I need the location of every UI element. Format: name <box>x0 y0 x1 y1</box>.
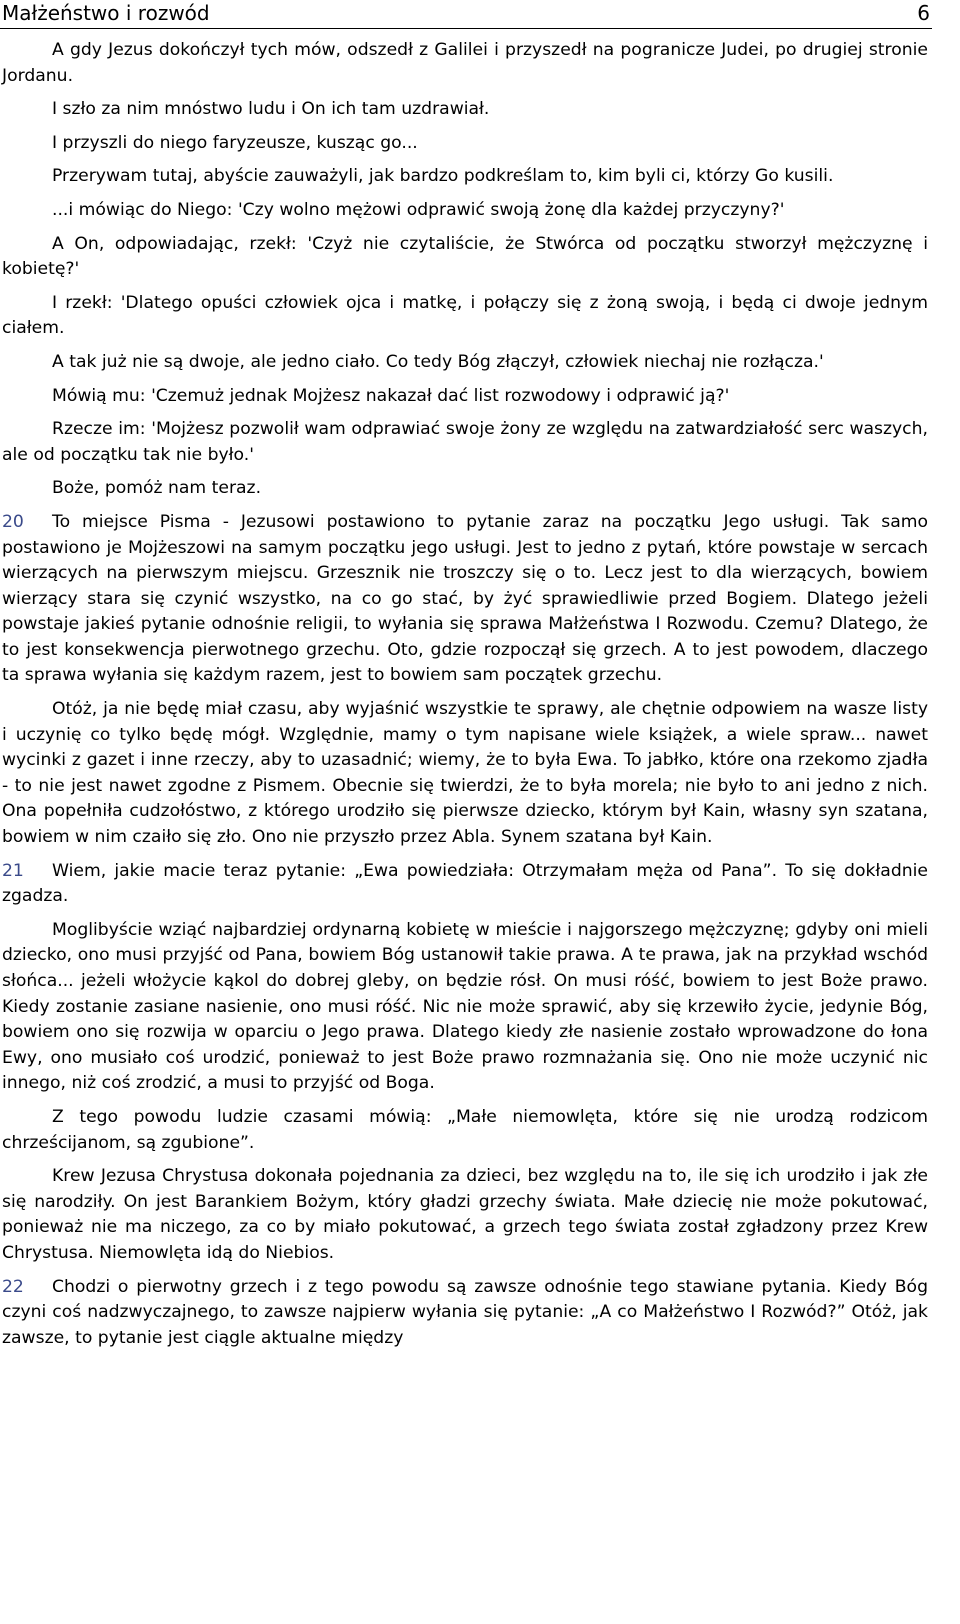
paragraph-text: Otóż, ja nie będę miał czasu, aby wyjaśnić wszystkie te sprawy, ale chętnie odpowiem na wasze listy i uczynię co tylko będę mógł. Względnie, mamy o tym napisane wiele książek, a wiele spraw... nawet wycinki z gazet i inne rzeczy, aby to uzasadnić; wiemy, że to była Ewa. To jabłko, które ona rzekomo zjadła - to nie jest nawet zgodne z Pismem. Obecnie się twierdzi, że to była morela; nie było to ani jedno z nich. Ona popełniła cudzołóstwo, z którego urodziło się pierwsze dziecko, którym był Kain, własny syn szatana, bowiem w nim czaiło się zło. Ono nie przyszło przez Abla. Synem szatana był Kain. <box>2 699 928 848</box>
paragraph <box>2 350 928 376</box>
document-title: Małżeństwo i rozwód <box>2 1 210 25</box>
paragraph-text: Chodzi o pierwotny grzech i z tego powodu są zawsze odnośnie tego stawiane pytania. Kiedy Bóg czyni coś nadzwyczajnego, to zawsze najpierw wyłania się pytanie: „A co Małżeństwo I Rozwód?” Otóż, jak zawsze, to pytanie jest ciągle aktualne między <box>2 1276 928 1348</box>
paragraph-text: I przyszli do niego faryzeusze, kusząc go... <box>52 132 418 153</box>
page-header <box>0 0 932 29</box>
paragraph <box>2 1105 928 1156</box>
paragraph <box>2 918 928 1097</box>
paragraph-text: A On, odpowiadając, rzekł: 'Czyż nie czytaliście, że Stwórca od początku stworzył mężczyznę i kobietę?' <box>2 233 928 280</box>
paragraph-text: To miejsce Pisma - Jezusowi postawiono to pytanie zaraz na początku Jego usługi. Tak samo postawiono je Mojżeszowi na samym początku jego usługi. Jest to jedno z pytań, które powstaje w sercach wierzących na pierwszym miejscu. Grzesznik nie troszczy się o to. Lecz jest to dla wierzących, bowiem wierzący stara się czynić wszystko, na co go stać, by żyć sprawiedliwie przed Bogiem. Dlatego jeżeli powstaje jakieś pytanie odnośnie religii, to wyłania się sprawa Małżeństwa I Rozwodu. Czemu? Dlatego, że to jest konsekwencja pierwotnego grzechu. Oto, gdzie rozpoczął się grzech. A to jest powodem, dlaczego ta sprawa wyłania się każdym razem, jest to bowiem sam początek grzechu. <box>2 511 928 686</box>
paragraph <box>2 164 928 190</box>
paragraph-text: Z tego powodu ludzie czasami mówią: „Małe niemowlęta, które się nie urodzą rodzicom chrześcijanom, są zgubione”. <box>2 1106 928 1153</box>
paragraph <box>2 198 928 224</box>
paragraph-text: Wiem, jakie macie teraz pytanie: „Ewa powiedziała: Otrzymałam męża od Pana”. To się dokładnie zgadza. <box>2 860 928 907</box>
paragraph <box>2 384 928 410</box>
paragraph-number: 21 <box>2 860 24 881</box>
numbered-paragraph <box>2 859 928 910</box>
paragraph-text: ...i mówiąc do Niego: 'Czy wolno mężowi odprawić swoją żonę dla każdej przyczyny?' <box>52 199 785 220</box>
numbered-paragraph <box>2 1275 928 1352</box>
document-body <box>2 38 928 1359</box>
paragraph <box>2 697 928 851</box>
paragraph-text: I rzekł: 'Dlatego opuści człowiek ojca i matkę, i połączy się z żoną swoją, i będą ci dwoje jednym ciałem. <box>2 292 928 339</box>
paragraph-text: A gdy Jezus dokończył tych mów, odszedł z Galilei i przyszedł na pogranicze Judei, po drugiej stronie Jordanu. <box>2 40 928 86</box>
page-number: 6 <box>917 1 930 25</box>
paragraph <box>2 476 928 502</box>
paragraph-text: Mówią mu: 'Czemuż jednak Mojżesz nakazał dać list rozwodowy i odprawić ją?' <box>52 385 730 406</box>
paragraph <box>2 232 928 283</box>
paragraph <box>2 291 928 342</box>
paragraph-text: Boże, pomóż nam teraz. <box>52 478 262 499</box>
paragraph-number: 20 <box>2 511 24 532</box>
paragraph <box>2 417 928 468</box>
paragraph <box>2 1164 928 1266</box>
paragraph-text: Krew Jezusa Chrystusa dokonała pojednania za dzieci, bez względu na to, ile się ich urodziło i jak złe się narodziły. On jest Barankiem Bożym, który gładzi grzechy świata. Małe dziecię nie może pokutować, ponieważ nie ma niczego, za co by miało pokutować, a grzech tego świata został zgładzony przez Krew Chrystusa. Niemowlęta idą do Niebios. <box>2 1166 928 1263</box>
paragraph-text: Przerywam tutaj, abyście zauważyli, jak bardzo podkreślam to, kim byli ci, którzy Go kusili. <box>52 166 834 187</box>
paragraph-text: Moglibyście wziąć najbardziej ordynarną kobietę w mieście i najgorszego mężczyznę; gdyby oni mieli dziecko, ono musi przyjść od Pana, bowiem Bóg ustanowił takie prawa. A te prawa, jak na przykład wschód słońca... jeżeli włożycie kąkol do dobrej gleby, on będzie rósł. On musi róść, bowiem to jest Boże prawo. Kiedy zostanie zasiane nasienie, ono musi róść. Nic nie może sprawić, aby się krzewiło życie, jedynie Bóg, bowiem ono się rozwija w oparciu o Jego prawa. Dlatego kiedy złe nasienie zostało wprowadzone do łona Ewy, ono musiało coś urodzić, ponieważ to jest Boże prawo rozmnażania się. Ono nie może uczynić nic innego, niż coś zrodzić, a musi to przyjść od Boga. <box>2 919 928 1094</box>
paragraph <box>2 97 928 123</box>
paragraph-number: 22 <box>2 1276 24 1297</box>
paragraph-text: I szło za nim mnóstwo ludu i On ich tam uzdrawiał. <box>52 99 490 120</box>
numbered-paragraph <box>2 510 928 689</box>
paragraph <box>2 38 928 89</box>
paragraph-text: Rzecze im: 'Mojżesz pozwolił wam odprawiać swoje żony ze względu na zatwardziałość serc waszych, ale od początku tak nie było.' <box>2 419 928 465</box>
paragraph <box>2 131 928 157</box>
paragraph-text: A tak już nie są dwoje, ale jedno ciało. Co tedy Bóg złączył, człowiek niechaj nie rozłącza.' <box>52 351 824 372</box>
